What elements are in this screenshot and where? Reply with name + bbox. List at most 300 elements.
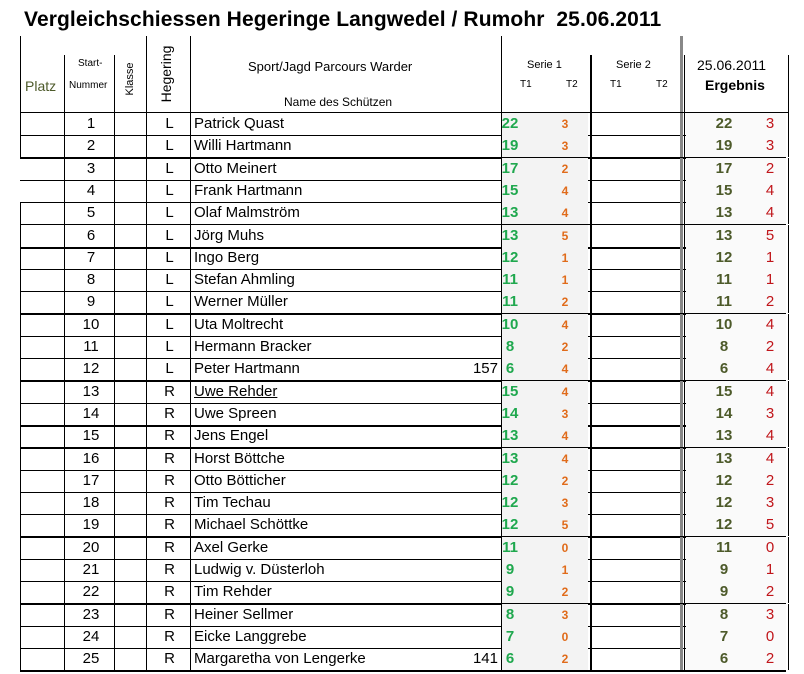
hegering-code: R [164, 627, 175, 645]
serie1-t2: 3 [561, 496, 569, 511]
result-t2: 2 [765, 338, 775, 355]
grid-line [146, 537, 147, 559]
result-t2: 2 [765, 650, 775, 668]
grid-line [680, 514, 683, 536]
grid-line [684, 135, 685, 157]
hegering-code: R [164, 650, 175, 668]
grid-line [20, 425, 21, 447]
hegering-code: R [164, 538, 175, 556]
start-number: 25 [82, 650, 100, 668]
serie1-t2: 4 [561, 362, 569, 377]
header-serie2-t1: T1 [610, 79, 622, 90]
result-t2: 4 [765, 181, 775, 199]
hegering-code: R [164, 583, 175, 601]
header-serie1: Serie 1 [527, 59, 562, 71]
start-number: 18 [82, 494, 100, 512]
shooter-name: Werner Müller [194, 293, 288, 311]
shooter-name: Frank Hartmann [194, 181, 303, 199]
grid-line [20, 225, 21, 247]
start-number: 1 [86, 115, 96, 132]
serie1-t1: 12 [501, 494, 519, 512]
grid-line [146, 403, 147, 425]
grid-line [684, 626, 685, 648]
start-number: 12 [82, 360, 100, 378]
grid-line [501, 36, 502, 112]
hegering-code: L [165, 226, 174, 244]
grid-line [590, 113, 592, 135]
grid-line [64, 381, 65, 403]
serie1-t2: 4 [561, 429, 569, 444]
hegering-code: R [164, 427, 175, 445]
serie1-t2: 2 [561, 340, 569, 354]
result-t1: 11 [716, 271, 732, 289]
grid-line [590, 314, 592, 336]
result-t1: 7 [719, 627, 729, 645]
serie1-t2: 4 [561, 384, 569, 399]
table-row [20, 247, 786, 269]
result-t1: 13 [715, 449, 733, 467]
shooter-name: Stefan Ahmling [194, 271, 295, 289]
hegering-code: L [165, 248, 174, 266]
start-number: 24 [82, 627, 100, 645]
table-row [20, 403, 786, 425]
header-name: Name des Schützen [284, 95, 393, 109]
table-row [20, 648, 786, 670]
hegering-code: R [164, 494, 175, 512]
hegering-code: L [165, 315, 174, 333]
table-row [20, 537, 786, 559]
grid-line [146, 314, 147, 336]
shooter-name: Otto Bötticher [194, 471, 286, 489]
grid-line [684, 470, 685, 492]
table-row [20, 448, 786, 470]
result-t1: 13 [715, 204, 733, 222]
serie1-t1: 6 [505, 360, 515, 378]
start-number: 7 [86, 248, 96, 266]
grid-line [788, 403, 789, 425]
grid-line [20, 559, 21, 581]
serie1-t1: 8 [505, 605, 515, 623]
serie1-t2: 5 [561, 228, 569, 243]
grid-line [146, 648, 147, 670]
serie1-t1: 22 [501, 115, 519, 132]
grid-line [146, 448, 147, 470]
start-number: 14 [82, 404, 100, 422]
grid-line [64, 247, 65, 269]
result-t2: 5 [765, 516, 775, 534]
shooter-name: Tim Techau [194, 494, 271, 512]
result-t1: 6 [719, 360, 729, 378]
grid-line [20, 358, 21, 380]
result-t1: 12 [715, 471, 733, 489]
grid-line [146, 492, 147, 514]
grid-line [590, 537, 592, 559]
grid-line [64, 514, 65, 536]
grid-line [20, 336, 21, 358]
start-number: 13 [82, 382, 100, 400]
result-t2: 4 [765, 315, 775, 333]
grid-line [146, 425, 147, 447]
result-t2: 4 [765, 382, 775, 400]
grid-line [680, 581, 683, 603]
serie1-t1: 12 [501, 516, 519, 534]
result-t1: 22 [715, 115, 733, 132]
grid-line [684, 158, 685, 180]
shooter-name: Tim Rehder [194, 583, 272, 601]
serie1-t2: 4 [561, 206, 569, 221]
grid-line [684, 180, 685, 202]
result-t1: 12 [715, 494, 733, 512]
grid-line [64, 180, 65, 202]
header-hegering: Hegering [158, 45, 174, 103]
serie1-t2: 2 [561, 295, 569, 310]
grid-line [64, 135, 65, 157]
serie1-t1: 15 [501, 382, 519, 400]
serie1-t2: 5 [561, 518, 569, 533]
table-row [20, 113, 786, 135]
grid-line [20, 470, 21, 492]
grid-line [64, 425, 65, 447]
hegering-code: R [164, 561, 175, 578]
hegering-code: R [164, 404, 175, 422]
table-row [20, 559, 786, 581]
grid-line [788, 470, 789, 492]
grid-line [788, 202, 789, 224]
table-row [20, 135, 786, 157]
grid-line [680, 225, 683, 247]
header-serie1-t1: T1 [520, 79, 532, 90]
result-t2: 2 [765, 471, 775, 489]
result-t2: 4 [765, 360, 775, 378]
grid-line [788, 648, 789, 670]
grid-line [680, 648, 683, 670]
serie1-t1: 13 [501, 226, 519, 244]
serie1-t1: 12 [501, 248, 519, 266]
result-t2: 1 [765, 271, 775, 289]
result-t1: 12 [715, 248, 733, 266]
grid-line [684, 492, 685, 514]
start-number: 2 [86, 137, 96, 155]
grid-line [788, 247, 789, 269]
start-number: 8 [86, 271, 96, 289]
grid-line [20, 537, 21, 559]
grid-line [684, 403, 685, 425]
result-t1: 15 [715, 181, 733, 199]
grid-line [20, 36, 21, 112]
grid-line [20, 135, 21, 157]
start-number: 9 [86, 293, 96, 311]
grid-line [590, 135, 592, 157]
hegering-code: R [164, 516, 175, 534]
grid-line [20, 247, 21, 269]
grid-line [146, 514, 147, 536]
grid-line [590, 626, 592, 648]
grid-line [64, 581, 65, 603]
grid-line [146, 247, 147, 269]
serie1-t1: 13 [501, 449, 519, 467]
start-number: 6 [86, 226, 96, 244]
grid-line [684, 581, 685, 603]
shooter-name: Ingo Berg [194, 248, 260, 266]
grid-line [680, 314, 683, 336]
grid-line [680, 291, 683, 313]
hegering-code: L [165, 204, 174, 222]
grid-line [788, 269, 789, 291]
table-row [20, 158, 786, 180]
hegering-code: L [165, 271, 174, 289]
serie1-t2: 3 [561, 139, 569, 154]
start-number: 15 [82, 427, 100, 445]
serie1-t2: 2 [561, 161, 569, 176]
grid-line [788, 514, 789, 536]
grid-line [20, 403, 21, 425]
grid-line [684, 537, 685, 559]
grid-line [788, 537, 789, 559]
header-start-line1: Start- [78, 58, 103, 69]
grid-line [590, 470, 592, 492]
header-platz: Platz [25, 78, 57, 94]
table-row [20, 314, 786, 336]
table-row [20, 336, 786, 358]
grid-line [680, 604, 683, 626]
result-t2: 2 [765, 583, 775, 601]
extra-value: 141 [472, 650, 498, 668]
serie1-t2: 2 [561, 473, 569, 488]
grid-line [680, 113, 683, 135]
grid-line [20, 314, 21, 336]
grid-line [590, 158, 592, 180]
shooter-name: Margaretha von Lengerke [194, 650, 366, 668]
grid-line [684, 225, 685, 247]
result-t1: 13 [715, 427, 733, 445]
shooter-name: Eicke Langgrebe [194, 627, 307, 645]
start-number: 23 [82, 605, 100, 623]
grid-line [684, 425, 685, 447]
grid-line [684, 514, 685, 536]
shooter-name: Uwe Spreen [194, 404, 277, 422]
result-t2: 1 [765, 248, 775, 266]
grid-line [684, 559, 685, 581]
grid-line [684, 336, 685, 358]
grid-line [146, 626, 147, 648]
result-t2: 5 [765, 226, 775, 244]
shooter-name: Peter Hartmann [194, 360, 300, 378]
serie1-t1: 14 [501, 404, 519, 422]
result-t2: 4 [765, 449, 775, 467]
grid-line [146, 225, 147, 247]
grid-line [788, 581, 789, 603]
grid-line [190, 36, 191, 112]
grid-line [64, 492, 65, 514]
serie1-t1: 9 [505, 583, 515, 601]
result-t2: 3 [765, 137, 775, 155]
grid-line [590, 358, 592, 380]
grid-line [64, 448, 65, 470]
grid-line [146, 180, 147, 202]
grid-line [680, 448, 683, 470]
grid-line [20, 381, 21, 403]
result-t2: 3 [765, 605, 775, 623]
grid-line [680, 202, 683, 224]
result-t2: 2 [765, 293, 775, 311]
serie1-t1: 12 [501, 471, 519, 489]
hegering-code: R [164, 382, 175, 400]
header-serie2-t2: T2 [656, 79, 668, 90]
grid-line [680, 381, 683, 403]
table-row [20, 202, 786, 224]
header-result-label: Ergebnis [705, 77, 765, 93]
grid-line [590, 225, 592, 247]
table-row [20, 291, 786, 313]
grid-line [146, 381, 147, 403]
result-t1: 11 [716, 293, 732, 311]
grid-line [680, 470, 683, 492]
grid-line [788, 314, 789, 336]
result-t2: 4 [765, 427, 775, 445]
result-t2: 3 [765, 404, 775, 422]
grid-line [684, 269, 685, 291]
grid-line [680, 537, 683, 559]
grid-line [146, 604, 147, 626]
grid-line [146, 559, 147, 581]
start-number: 11 [83, 338, 99, 355]
grid-line [590, 648, 592, 670]
hegering-code: R [164, 605, 175, 623]
start-number: 20 [82, 538, 100, 556]
grid-line [64, 470, 65, 492]
grid-line [788, 180, 789, 202]
grid-line [146, 135, 147, 157]
grid-line [684, 448, 685, 470]
grid-line [64, 604, 65, 626]
grid-line [590, 604, 592, 626]
serie1-t2: 3 [561, 406, 569, 421]
grid-line [788, 135, 789, 157]
grid-line [20, 581, 21, 603]
serie1-t1: 11 [502, 293, 518, 311]
result-t2: 4 [765, 204, 775, 222]
grid-line [590, 55, 592, 112]
serie1-t1: 8 [505, 338, 515, 355]
page-title: Vergleichschiessen Hegeringe Langwedel / Rumohr 25.06.2011 [24, 8, 662, 31]
grid-line [684, 55, 685, 112]
table-row [20, 492, 786, 514]
start-number: 21 [82, 561, 100, 578]
grid-line [64, 537, 65, 559]
grid-line [680, 269, 683, 291]
shooter-name: Axel Gerke [194, 538, 269, 556]
shooter-name: Heiner Sellmer [194, 605, 294, 623]
grid-line [64, 202, 65, 224]
grid-line [684, 113, 685, 135]
grid-line [680, 158, 683, 180]
grid-line [684, 648, 685, 670]
grid-line [64, 403, 65, 425]
grid-line [684, 314, 685, 336]
grid-line [590, 247, 592, 269]
grid-line [20, 448, 21, 470]
serie1-t2: 4 [561, 451, 569, 466]
result-t1: 9 [719, 583, 729, 601]
result-t1: 8 [719, 605, 729, 623]
grid-line [788, 291, 789, 313]
grid-line [788, 336, 789, 358]
grid-line [680, 336, 683, 358]
grid-line [590, 425, 592, 447]
grid-line [680, 135, 683, 157]
grid-line [146, 358, 147, 380]
grid-line [684, 247, 685, 269]
grid-line [64, 158, 65, 180]
grid-line [684, 358, 685, 380]
grid-line [788, 225, 789, 247]
hegering-code: L [165, 293, 174, 311]
serie1-t1: 6 [505, 650, 515, 668]
grid-line [788, 113, 789, 135]
grid-line [64, 626, 65, 648]
grid-line [590, 180, 592, 202]
start-number: 10 [82, 315, 100, 333]
grid-line [20, 604, 21, 626]
grid-line [788, 492, 789, 514]
grid-line [680, 247, 683, 269]
grid-line [590, 291, 592, 313]
grid-line [788, 448, 789, 470]
grid-line [146, 113, 147, 135]
grid-line [64, 559, 65, 581]
hegering-code: L [165, 181, 174, 199]
header-klasse: Klasse [124, 62, 136, 96]
shooter-name: Otto Meinert [194, 159, 277, 177]
grid-line [680, 559, 683, 581]
grid-line [64, 314, 65, 336]
shooter-name: Uta Moltrecht [194, 315, 284, 333]
grid-line [114, 55, 115, 112]
serie1-t1: 17 [501, 159, 519, 177]
hegering-code: L [165, 360, 174, 378]
result-t2: 0 [765, 538, 775, 556]
serie1-t1: 10 [501, 315, 519, 333]
hegering-code: L [165, 159, 174, 177]
grid-line [788, 55, 789, 112]
start-number: 16 [82, 449, 100, 467]
serie1-t2: 1 [561, 273, 569, 288]
serie1-t2: 3 [561, 117, 569, 131]
serie1-t1: 19 [501, 137, 519, 155]
grid-line [20, 626, 21, 648]
serie1-t2: 2 [561, 652, 569, 667]
hegering-code: L [165, 115, 174, 132]
grid-line [20, 670, 786, 672]
header-serie2: Serie 2 [616, 59, 651, 71]
grid-line [680, 425, 683, 447]
grid-line [64, 291, 65, 313]
grid-line [590, 581, 592, 603]
grid-line [590, 202, 592, 224]
grid-line [20, 492, 21, 514]
grid-line [64, 358, 65, 380]
grid-line [146, 202, 147, 224]
serie1-t1: 7 [505, 627, 515, 645]
grid-line [590, 381, 592, 403]
shooter-name: Hermann Bracker [194, 338, 312, 355]
result-t2: 0 [765, 627, 775, 645]
table-row [20, 581, 786, 603]
result-t1: 9 [719, 561, 729, 578]
result-t1: 15 [715, 382, 733, 400]
start-number: 5 [86, 204, 96, 222]
result-t1: 19 [715, 137, 733, 155]
